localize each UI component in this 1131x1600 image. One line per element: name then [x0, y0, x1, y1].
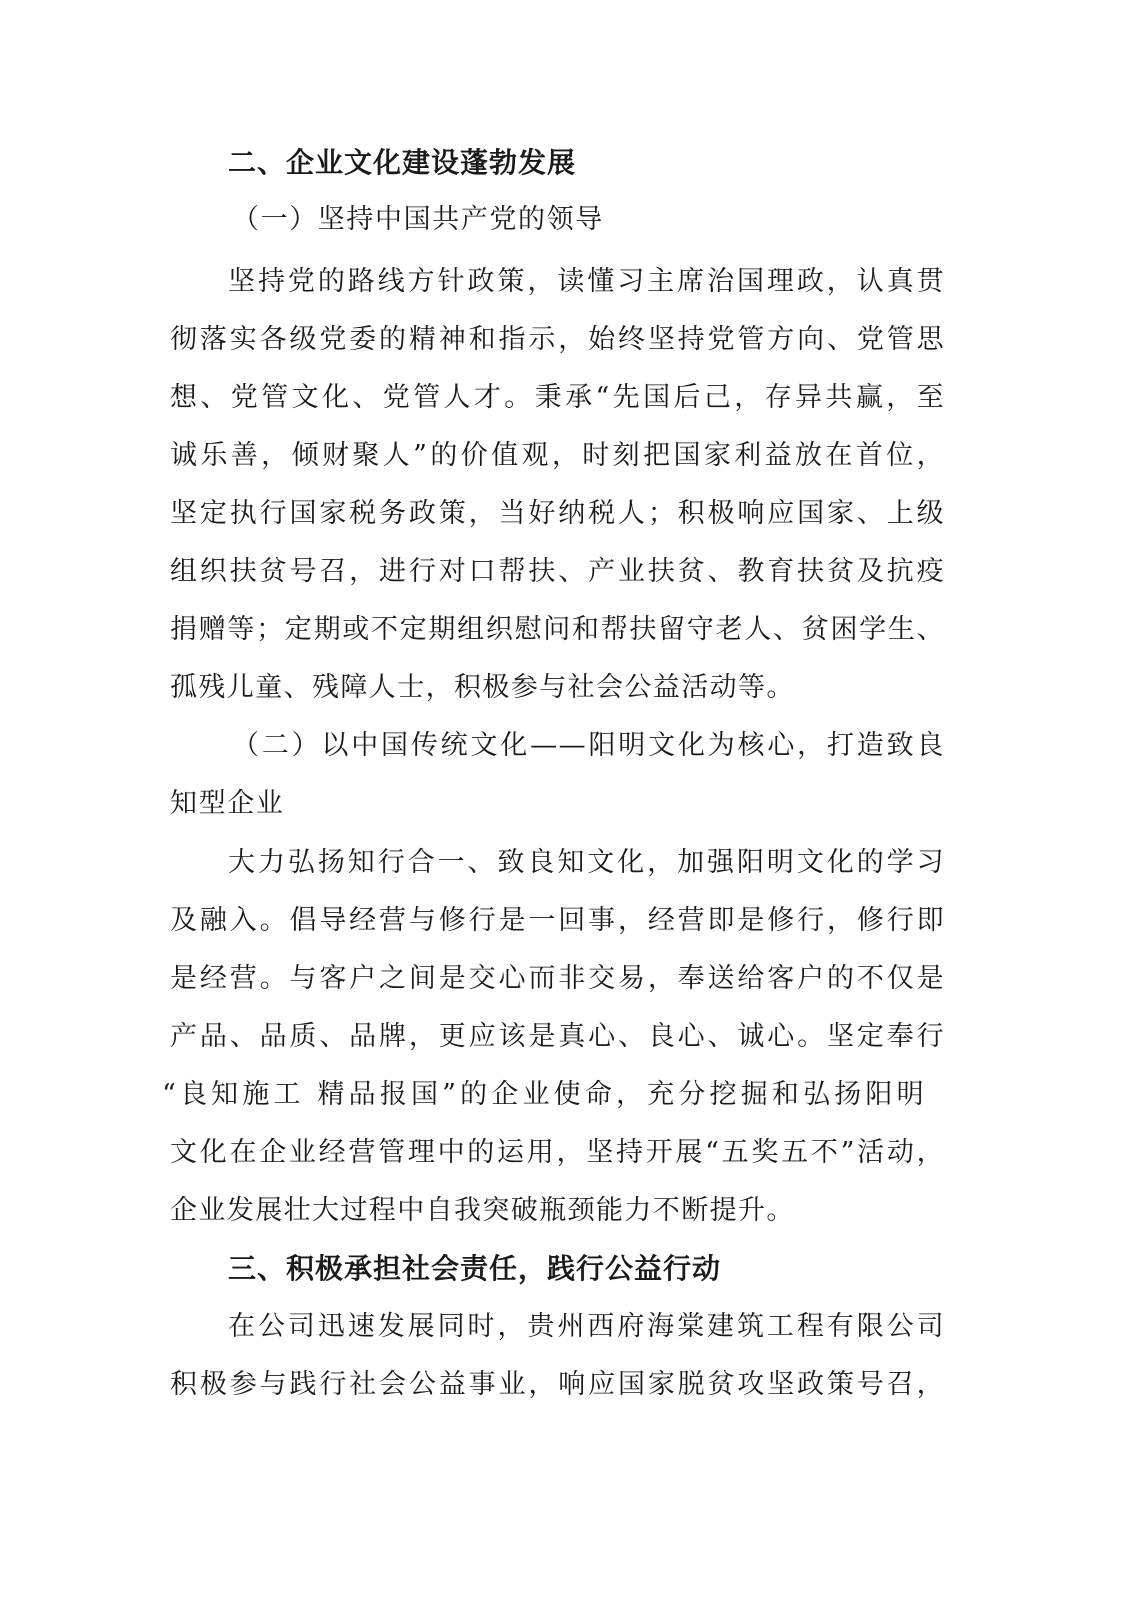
subsection-heading-2-line-1: （二）以中国传统文化——阳明文化为核心，打造致良 [232, 730, 945, 761]
paragraph-2-line-1: 大力弘扬知行合一、致良知文化，加强阳明文化的学习 [228, 847, 945, 878]
subsection-heading-1: （一）坚持中国共产党的领导 [232, 204, 604, 235]
paragraph-2-line-6: 文化在企业经营管理中的运用，坚持开展“五奖五不”活动， [170, 1137, 945, 1168]
paragraph-2-line-2: 及融入。倡导经营与修行是一回事，经营即是修行，修行即 [170, 905, 945, 936]
paragraph-1-line-6: 组织扶贫号召，进行对口帮扶、产业扶贫、教育扶贫及抗疫 [170, 556, 945, 587]
paragraph-1-line-4: 诚乐善，倾财聚人”的价值观，时刻把国家利益放在首位， [170, 440, 945, 471]
paragraph-1-line-7: 捐赠等；定期或不定期组织慰问和帮扶留守老人、贫困学生、 [170, 614, 945, 645]
subsection-heading-2-line-2: 知型企业 [170, 788, 285, 819]
paragraph-1-line-8: 孤残儿童、残障人士，积极参与社会公益活动等。 [170, 672, 795, 703]
section-heading-3: 三、积极承担社会责任，践行公益行动 [228, 1252, 722, 1285]
paragraph-3-line-2: 积极参与践行社会公益事业，响应国家脱贫攻坚政策号召， [170, 1369, 945, 1400]
section-heading-2: 二、企业文化建设蓬勃发展 [228, 146, 577, 179]
paragraph-2-line-3: 是经营。与客户之间是交心而非交易，奉送给客户的不仅是 [170, 963, 945, 994]
paragraph-3-line-1: 在公司迅速发展同时，贵州西府海棠建筑工程有限公司 [228, 1311, 945, 1342]
paragraph-2-line-7: 企业发展壮大过程中自我突破瓶颈能力不断提升。 [170, 1195, 795, 1226]
paragraph-1-line-5: 坚定执行国家税务政策，当好纳税人；积极响应国家、上级 [170, 498, 945, 529]
paragraph-1-line-1: 坚持党的路线方针政策，读懂习主席治国理政，认真贯 [228, 266, 945, 297]
paragraph-2-line-4: 产品、品质、品牌，更应该是真心、良心、诚心。坚定奉行 [170, 1021, 945, 1052]
paragraph-1-line-2: 彻落实各级党委的精神和指示，始终坚持党管方向、党管思 [170, 324, 945, 355]
paragraph-1-line-3: 想、党管文化、党管人才。秉承“先国后己，存异共赢，至 [170, 382, 945, 413]
paragraph-2-line-5: “良知施工 精品报国”的企业使命，充分挖掘和弘扬阳明 [162, 1079, 925, 1110]
